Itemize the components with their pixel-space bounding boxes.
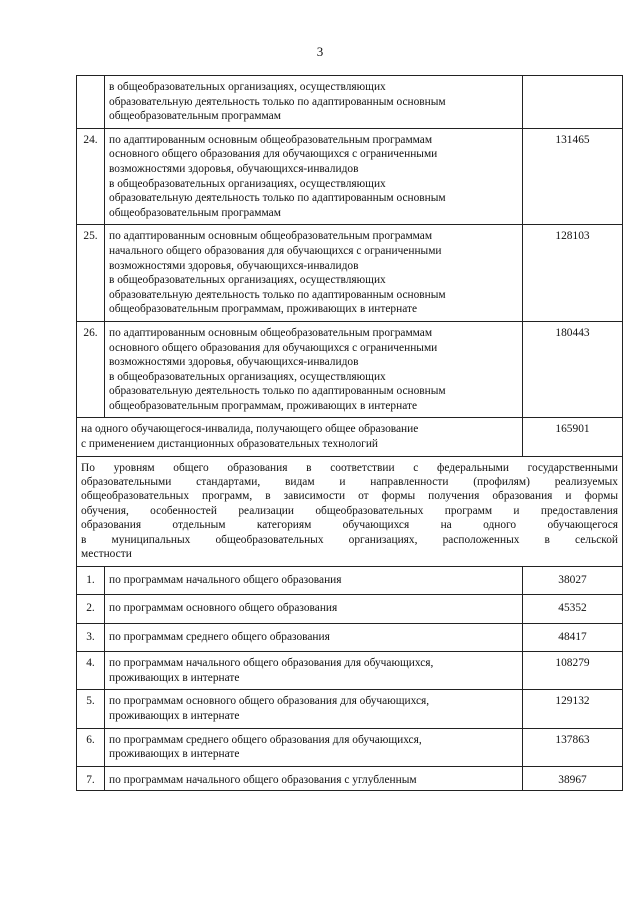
note-line: обучения, особенностей реализации общеобразовательных программ и предоставления [81, 504, 618, 517]
text-line: общеобразовательным программам [109, 206, 281, 219]
text-line: по адаптированным основным общеобразовательным программам [109, 133, 433, 146]
text-line: общеобразовательным программам, проживающих в интернате [109, 399, 418, 412]
text-line: по адаптированным основным общеобразовательным программам [109, 230, 433, 243]
row-value: 128103 [523, 225, 623, 322]
row-value: 180443 [523, 321, 623, 418]
note-line: образования отдельным категориям обучающихся на одного обучающегося [81, 519, 618, 532]
note-line: По уровням общего образования в соответствии с федеральными государственными [81, 461, 618, 474]
text-line: по программам среднего общего образования [109, 630, 330, 643]
row-value: 131465 [523, 128, 623, 225]
text-line: возможностями здоровья, обучающихся-инвалидов [109, 259, 359, 272]
text-line: начального общего образования для обучающихся с ограниченными [109, 244, 442, 257]
table-row [77, 595, 623, 624]
row-number: 25. [77, 225, 105, 322]
row-text [105, 321, 523, 418]
row-text [105, 623, 523, 652]
table-row [77, 225, 623, 322]
text-line: проживающих в интернате [109, 671, 240, 684]
text-line: проживающих в интернате [109, 748, 240, 761]
text-line: возможностями здоровья, обучающихся-инвалидов [109, 162, 359, 175]
row-value: 48417 [523, 623, 623, 652]
row-text [105, 728, 523, 766]
text-line: общеобразовательным программам, проживающих в интернате [109, 303, 418, 316]
row-text [105, 225, 523, 322]
row-number: 4. [77, 652, 105, 690]
page-number: 3 [316, 44, 324, 59]
row-text [105, 690, 523, 728]
text-line: в общеобразовательных организациях, осуществляющих [109, 81, 386, 93]
text-line: с применением дистанционных образовательных технологий [81, 438, 379, 451]
row-number: 6. [77, 728, 105, 766]
text-line: возможностями здоровья, обучающихся-инвалидов [109, 356, 359, 369]
row-value: 38027 [523, 566, 623, 595]
text-line: по программам начального общего образования [109, 573, 342, 586]
section-heading-row [77, 456, 623, 566]
text-line: по программам основного общего образования для обучающихся, [109, 695, 430, 708]
row-text [105, 76, 523, 129]
table-row [77, 76, 623, 129]
table-row [77, 128, 623, 225]
row-value: 129132 [523, 690, 623, 728]
row-number: 3. [77, 623, 105, 652]
table-row-distance-learning [77, 418, 623, 456]
text-line: в общеобразовательных организациях, осуществляющих [109, 370, 386, 383]
table-row [77, 652, 623, 690]
cost-table [76, 75, 623, 791]
text-line: общеобразовательным программам [109, 110, 281, 123]
text-line: по программам начального общего образования для обучающихся, [109, 657, 434, 670]
row-text [105, 128, 523, 225]
note-line: образовательными стандартами, видам и направленности (профилям) реализуемых [81, 476, 618, 489]
table-row [77, 566, 623, 595]
row-text [105, 566, 523, 595]
text-line: по программам среднего общего образования для обучающихся, [109, 733, 422, 746]
row-value: 45352 [523, 595, 623, 624]
text-line: основного общего образования для обучающихся с ограниченными [109, 341, 438, 354]
table-row [77, 728, 623, 766]
text-line: образовательную деятельность только по адаптированным основным [109, 288, 446, 301]
row-number: 5. [77, 690, 105, 728]
text-line: по адаптированным основным общеобразовательным программам [109, 326, 433, 339]
row-value: 137863 [523, 728, 623, 766]
row-number: 2. [77, 595, 105, 624]
row-number: 24. [77, 128, 105, 225]
text-line: на одного обучающегося-инвалида, получающего общее образование [81, 423, 419, 436]
row-number: 7. [77, 766, 105, 791]
table-row [77, 690, 623, 728]
row-text [77, 418, 523, 456]
text-line: в общеобразовательных организациях, осуществляющих [109, 274, 386, 287]
text-line: основного общего образования для обучающихся с ограниченными [109, 148, 438, 161]
row-number: 26. [77, 321, 105, 418]
row-value: 108279 [523, 652, 623, 690]
row-number: 1. [77, 566, 105, 595]
row-text [105, 595, 523, 624]
row-number [77, 76, 105, 129]
table-row [77, 766, 623, 791]
text-line: образовательную деятельность только по адаптированным основным [109, 95, 446, 108]
note-line: общеобразовательных программ, в зависимости от формы получения образования и формы [81, 490, 618, 503]
text-line: по программам начального общего образования с углубленным [109, 773, 417, 786]
row-text [105, 766, 523, 791]
section-note [77, 456, 623, 566]
row-value: 165901 [523, 418, 623, 456]
note-line: местности [81, 548, 132, 561]
row-text [105, 652, 523, 690]
text-line: по программам основного общего образования [109, 602, 338, 615]
text-line: в общеобразовательных организациях, осуществляющих [109, 177, 386, 190]
row-value: 38967 [523, 766, 623, 791]
text-line: образовательную деятельность только по адаптированным основным [109, 192, 446, 205]
text-line: проживающих в интернате [109, 710, 240, 723]
table-row [77, 623, 623, 652]
note-line: в муниципальных общеобразовательных организациях, расположенных в сельской [81, 533, 618, 546]
text-line: образовательную деятельность только по адаптированным основным [109, 385, 446, 398]
table-row [77, 321, 623, 418]
row-value [523, 76, 623, 129]
